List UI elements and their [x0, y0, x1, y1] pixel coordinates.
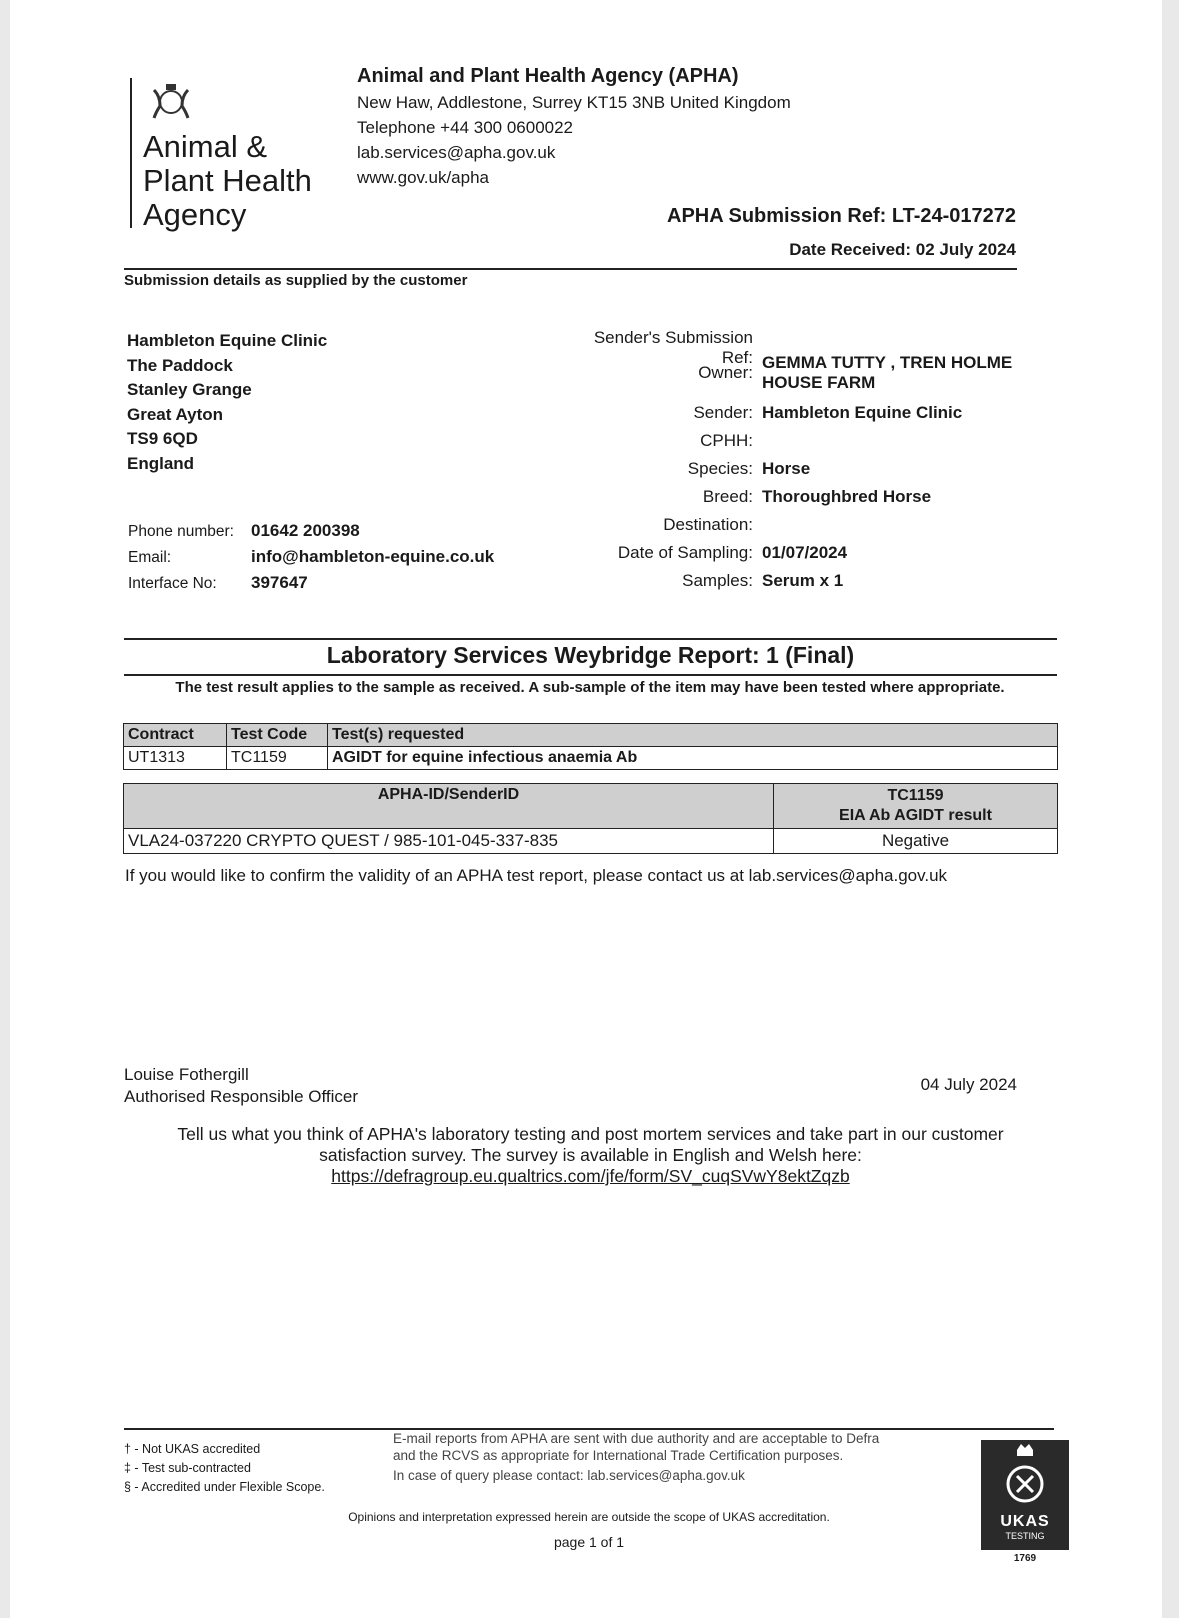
- report-title: Laboratory Services Weybridge Report: 1 (Final): [326, 642, 855, 668]
- address-line: TS9 6QD: [127, 429, 198, 448]
- column-header: Test(s) requested: [328, 724, 1058, 747]
- agency-logo-text: [143, 130, 312, 232]
- divider: [124, 638, 1057, 640]
- agency-website: www.gov.uk/apha: [357, 168, 489, 187]
- agency-contact: [357, 62, 791, 190]
- column-header: Contract: [124, 724, 227, 747]
- logo-line: Animal &: [143, 129, 268, 164]
- detail-row: [558, 571, 843, 591]
- agency-name: Animal and Plant Health Agency (APHA): [357, 65, 739, 87]
- test-code-cell: TC1159: [227, 747, 328, 770]
- ukas-number: 1769: [1013, 1553, 1037, 1564]
- email-note: E-mail reports from APHA are sent with due authority and are acceptable to Defra and the RCVS as appropriate for International Trade Certification purposes.: [393, 1431, 880, 1463]
- column-header: APHA-ID/SenderID: [124, 784, 774, 829]
- column-header: EIA Ab AGIDT result: [839, 807, 992, 824]
- column-header: Test Code: [227, 724, 328, 747]
- customer-contact: [128, 518, 494, 596]
- officer-role: Authorised Responsible Officer: [124, 1087, 359, 1106]
- ukas-sub: TESTING: [1005, 1531, 1045, 1541]
- detail-row: [558, 543, 847, 563]
- detail-label: Sender's Submission Ref:: [593, 328, 753, 367]
- table-row: [124, 829, 1058, 854]
- detail-value: Horse: [762, 459, 811, 478]
- email-label: Email:: [128, 549, 172, 566]
- detail-label: Sender:: [693, 403, 753, 422]
- column-header: TC1159: [887, 787, 944, 804]
- officer-name: Louise Fothergill: [124, 1065, 249, 1084]
- divider: [124, 268, 1017, 270]
- detail-label: Date of Sampling:: [617, 543, 753, 562]
- agency-email: lab.services@apha.gov.uk: [357, 143, 556, 162]
- detail-value: Serum x 1: [762, 571, 844, 590]
- submission-ref: APHA Submission Ref: LT-24-017272: [667, 205, 1016, 227]
- customer-address: [127, 329, 327, 476]
- report-note: The test result applies to the sample as received. A sub-sample of the item may have been tested where appropriate.: [175, 679, 1005, 696]
- detail-value: Hambleton Equine Clinic: [762, 403, 963, 422]
- results-table: [123, 783, 1058, 854]
- detail-value: GEMMA TUTTY , TREN HOLME HOUSE FARM: [762, 353, 1013, 392]
- legend-item: § - Accredited under Flexible Scope.: [124, 1480, 325, 1494]
- address-line: The Paddock: [127, 355, 233, 375]
- opinions-note: Opinions and interpretation expressed herein are outside the scope of UKAS accreditation.: [348, 1510, 830, 1524]
- ukas-name: UKAS: [1000, 1513, 1050, 1530]
- survey-block: [124, 1124, 1057, 1187]
- email-note-block: [393, 1430, 883, 1484]
- survey-text: satisfaction survey. The survey is available in English and Welsh here:: [319, 1145, 862, 1165]
- interface-value: 397647: [251, 573, 308, 592]
- detail-label: Owner:: [698, 363, 753, 382]
- detail-label: Species:: [687, 459, 753, 478]
- legend-item: ‡ - Test sub-contracted: [124, 1461, 251, 1475]
- contract-cell: UT1313: [124, 747, 227, 770]
- interface-label: Interface No:: [128, 575, 217, 592]
- survey-text: Tell us what you think of APHA's laboratory testing and post mortem services and take part in our customer: [177, 1124, 1004, 1144]
- royal-crest-icon: [146, 80, 196, 124]
- logo-line: Agency: [143, 197, 247, 232]
- address-line: Great Ayton: [127, 404, 224, 424]
- phone-value: 01642 200398: [251, 521, 360, 540]
- query-note: In case of query please contact: lab.services@apha.gov.uk: [393, 1468, 745, 1483]
- agency-address: New Haw, Addlestone, Surrey KT15 3NB United Kingdom: [357, 93, 791, 112]
- agency-telephone: Telephone +44 300 0600022: [357, 118, 574, 137]
- table-row: [124, 747, 1058, 770]
- signature-date: 04 July 2024: [920, 1075, 1017, 1094]
- ukas-logo: [981, 1440, 1069, 1550]
- detail-label: Breed:: [702, 487, 753, 506]
- detail-row: [558, 459, 810, 479]
- validity-note: If you would like to confirm the validity of an APHA test report, please contact us at lab.services@apha.gov.uk: [125, 866, 948, 885]
- footnote-legend: [124, 1440, 325, 1497]
- detail-value: 01/07/2024: [762, 543, 848, 562]
- detail-row: [558, 431, 762, 451]
- test-requested-cell: AGIDT for equine infectious anaemia Ab: [328, 747, 1058, 770]
- logo-line: Plant Health: [143, 163, 312, 198]
- detail-label: Samples:: [682, 571, 753, 590]
- section-title: Submission details as supplied by the customer: [124, 272, 468, 289]
- divider: [124, 674, 1057, 676]
- email-value: info@hambleton-equine.co.uk: [251, 547, 495, 566]
- tests-table: [123, 723, 1058, 770]
- address-line: England: [127, 453, 195, 473]
- detail-label: CPHH:: [700, 431, 753, 450]
- survey-link[interactable]: https://defragroup.eu.qualtrics.com/jfe/form/SV_cuqSVwY8ektZqzb: [331, 1166, 850, 1186]
- address-line: Hambleton Equine Clinic: [127, 331, 328, 350]
- page-number: page 1 of 1: [553, 1534, 625, 1550]
- date-received: Date Received: 02 July 2024: [789, 240, 1016, 259]
- result-cell: Negative: [774, 829, 1058, 854]
- logo-divider: [130, 78, 132, 228]
- signature-block: [124, 1064, 358, 1108]
- detail-row: [558, 515, 762, 535]
- phone-label: Phone number:: [128, 523, 234, 540]
- address-line: Stanley Grange: [127, 380, 252, 399]
- ukas-crown-icon: [981, 1440, 1069, 1508]
- detail-label: Destination:: [663, 515, 753, 534]
- detail-value: Thoroughbred Horse: [762, 487, 932, 506]
- legend-item: † - Not UKAS accredited: [124, 1442, 261, 1456]
- report-page: [10, 0, 1162, 1618]
- detail-row: [558, 403, 962, 423]
- sample-id-cell: VLA24-037220 CRYPTO QUEST / 985-101-045-337-835: [124, 829, 774, 854]
- detail-row: [558, 487, 931, 507]
- detail-row: [558, 353, 1032, 393]
